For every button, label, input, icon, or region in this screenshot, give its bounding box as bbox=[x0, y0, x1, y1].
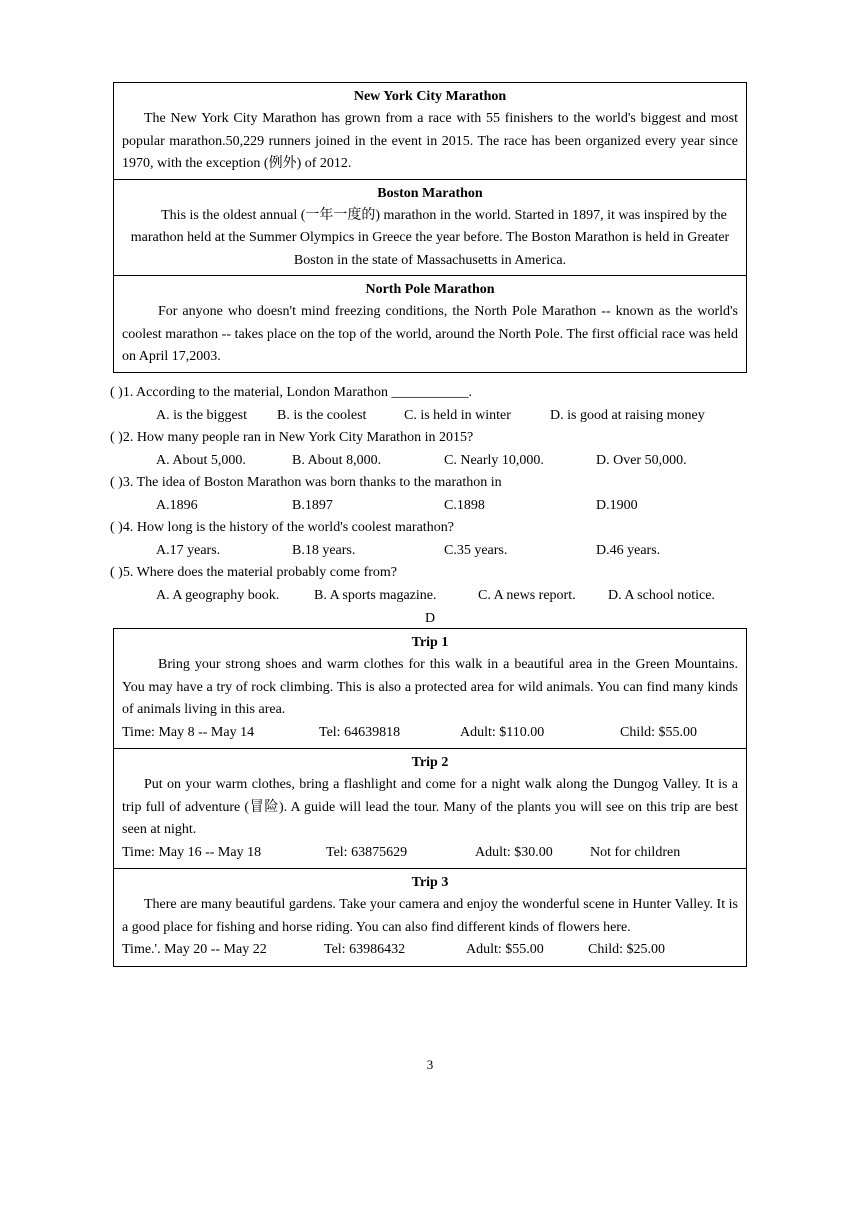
question-item bbox=[110, 517, 750, 540]
trip-adult-price: Adult: $30.00 bbox=[475, 844, 553, 860]
trip-tel: Tel: 64639818 bbox=[319, 724, 401, 740]
option-b: B. About 8,000. bbox=[292, 452, 382, 468]
trip-text: Put on your warm clothes, bring a flashlight and come for a night walk along the Dungog Valley. It is a trip full of adventure (冒险). A guide will lead the tour. Many of the plants you will see on this trip are best seen at night. bbox=[122, 777, 738, 837]
question-options bbox=[110, 495, 750, 518]
option-b: B.1897 bbox=[292, 497, 333, 513]
option-b: B.18 years. bbox=[292, 542, 356, 558]
option-d: D. Over 50,000. bbox=[596, 452, 687, 468]
question-text: 5. Where does the material probably come from? bbox=[122, 565, 398, 580]
question-options bbox=[110, 450, 750, 473]
trip-child-price: Child: $25.00 bbox=[588, 942, 666, 957]
option-c: C. is held in winter bbox=[404, 407, 511, 423]
trip-title: Trip 1 bbox=[411, 635, 449, 650]
question-options bbox=[110, 585, 750, 608]
option-a: A. About 5,000. bbox=[156, 452, 246, 468]
answer-blank[interactable]: ( ) bbox=[110, 475, 123, 490]
trip-cell-3 bbox=[114, 869, 746, 966]
trip-child-price: Child: $55.00 bbox=[620, 724, 698, 740]
trip-time: Time: May 8 -- May 14 bbox=[122, 724, 255, 740]
option-d: D. A school notice. bbox=[608, 587, 715, 603]
trip-title: Trip 2 bbox=[411, 755, 449, 770]
section-letter: D bbox=[424, 611, 436, 626]
trip-adult-price: Adult: $55.00 bbox=[466, 942, 544, 957]
answer-blank[interactable]: ( ) bbox=[110, 385, 123, 400]
question-list bbox=[110, 382, 750, 607]
question-text: 1. According to the material, London Marathon ___________. bbox=[122, 385, 472, 400]
option-c: C. A news report. bbox=[478, 587, 576, 603]
answer-blank[interactable]: ( ) bbox=[110, 565, 123, 580]
question-options bbox=[110, 405, 750, 428]
option-a: A. is the biggest bbox=[156, 407, 247, 423]
option-d: D. is good at raising money bbox=[550, 407, 705, 423]
option-d: D.46 years. bbox=[596, 542, 661, 558]
trip-adult-price: Adult: $110.00 bbox=[460, 724, 545, 740]
marathon-text: For anyone who doesn't mind freezing conditions, the North Pole Marathon -- known as the world's coolest marathon -- takes place on the top of the world, around the North Pole. The first official race was held on April 17,2003. bbox=[122, 304, 738, 364]
trip-title: Trip 3 bbox=[411, 875, 449, 890]
marathon-text: The New York City Marathon has grown from a race with 55 finishers to the world's biggest and most popular marathon.50,229 runners joined in the event in 2015. The race has been organized every year since 1970, with the exception (例外) of 2012. bbox=[122, 111, 738, 171]
marathon-title: New York City Marathon bbox=[353, 89, 507, 104]
marathon-title: Boston Marathon bbox=[377, 185, 483, 201]
trip-cell-1 bbox=[114, 629, 746, 749]
trip-tel: Tel: 63875629 bbox=[326, 844, 408, 860]
option-b: B. is the coolest bbox=[277, 407, 367, 423]
trip-info bbox=[122, 842, 738, 865]
question-text: 3. The idea of Boston Marathon was born thanks to the marathon in bbox=[122, 475, 502, 490]
question-options bbox=[110, 540, 750, 563]
option-c: C.35 years. bbox=[444, 542, 508, 558]
question-item bbox=[110, 427, 750, 450]
marathon-title: North Pole Marathon bbox=[365, 282, 495, 297]
trip-time: Time: May 16 -- May 18 bbox=[122, 844, 262, 860]
option-b: B. A sports magazine. bbox=[314, 587, 437, 603]
question-item bbox=[110, 562, 750, 585]
question-text: 2. How many people ran in New York City Marathon in 2015? bbox=[122, 430, 474, 445]
marathon-text: This is the oldest annual (一年一度的) marathon in the world. Started in 1897, it was inspired by the marathon held at the Summer Olympics in Greece the year before. The Boston Marathon is held in Greater Boston in the state of Massachusetts in America. bbox=[130, 207, 730, 268]
trip-text: There are many beautiful gardens. Take your camera and enjoy the wonderful scene in Hunter Valley. It is a good place for fishing and horse riding. You can also find different kinds of flowers here. bbox=[122, 897, 738, 935]
option-c: C.1898 bbox=[444, 497, 485, 513]
trip-info bbox=[122, 939, 738, 962]
answer-blank[interactable]: ( ) bbox=[110, 520, 123, 535]
marathon-table bbox=[113, 82, 747, 373]
marathon-cell-boston bbox=[114, 180, 746, 277]
question-item bbox=[110, 472, 750, 495]
marathon-cell-north-pole bbox=[114, 276, 746, 372]
question-item bbox=[110, 382, 750, 405]
option-d: D.1900 bbox=[596, 497, 638, 513]
trip-tel: Tel: 63986432 bbox=[324, 942, 406, 957]
trip-text: Bring your strong shoes and warm clothes for this walk in a beautiful area in the Green Mountains. You may have a try of rock climbing. This is also a protected area for wild animals. You can find many kinds of animals living in this area. bbox=[122, 657, 738, 717]
page-number: 3 bbox=[426, 1057, 434, 1072]
trip-info bbox=[122, 722, 738, 745]
option-c: C. Nearly 10,000. bbox=[444, 452, 544, 468]
marathon-cell-nyc bbox=[114, 83, 746, 180]
question-text: 4. How long is the history of the world's coolest marathon? bbox=[122, 520, 454, 535]
option-a: A.1896 bbox=[156, 497, 198, 513]
trip-child-price: Not for children bbox=[590, 844, 681, 860]
answer-blank[interactable]: ( ) bbox=[110, 430, 123, 445]
trip-cell-2 bbox=[114, 749, 746, 869]
option-a: A.17 years. bbox=[156, 542, 221, 558]
trip-table bbox=[113, 628, 747, 967]
trip-time: Time.'. May 20 -- May 22 bbox=[122, 942, 267, 957]
option-a: A. A geography book. bbox=[156, 587, 280, 603]
